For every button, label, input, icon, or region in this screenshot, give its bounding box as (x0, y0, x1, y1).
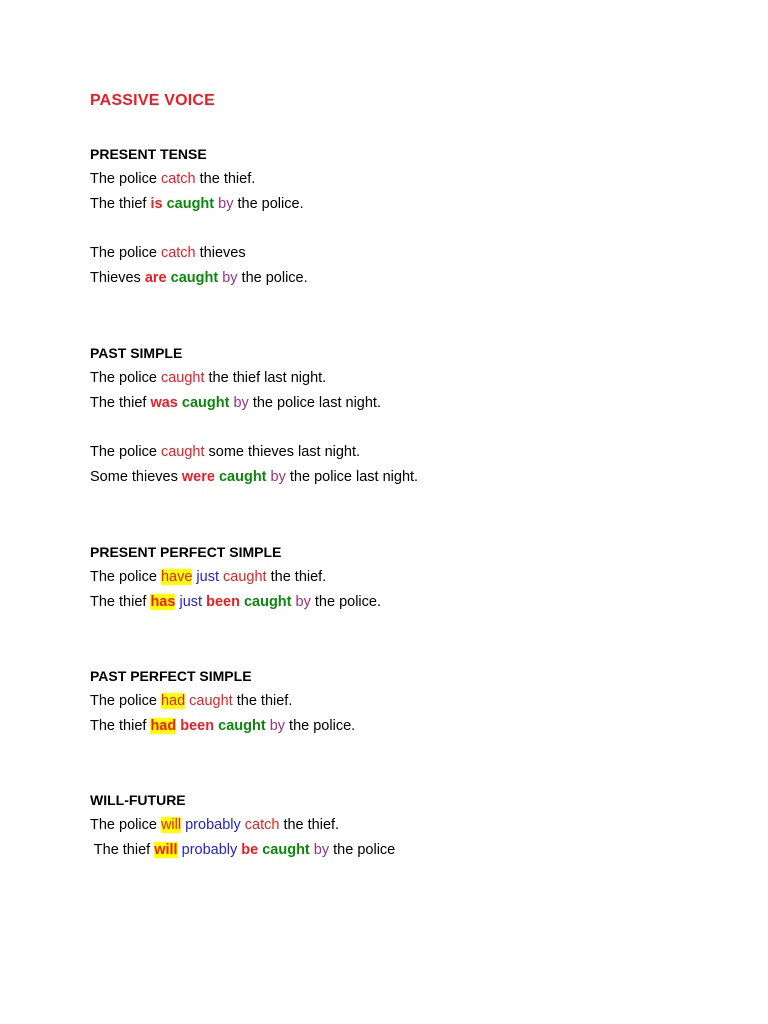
sentence-text: the thief last night. (204, 370, 327, 386)
sentence-text: the police last night. (285, 469, 419, 485)
highlighted-word: caught (223, 569, 267, 585)
highlighted-word: probably (181, 842, 238, 858)
sentence-text: Thieves (90, 270, 145, 286)
sentence-text: thieves (195, 245, 246, 261)
example-sentence (90, 444, 360, 461)
highlighted-word: has (150, 594, 176, 610)
highlighted-word: just (179, 594, 203, 610)
example-sentence (90, 469, 418, 486)
sentence-text: The police (90, 817, 161, 833)
highlighted-word: by (222, 270, 238, 286)
sentence-text: the police. (233, 196, 304, 212)
highlighted-word: were (181, 469, 215, 485)
section-heading: PRESENT PERFECT SIMPLE (90, 544, 282, 560)
sentence-text: Some thieves (90, 469, 182, 485)
sentence-text: The police (90, 569, 161, 585)
highlighted-word: been (206, 594, 240, 610)
sentence-text: The police (90, 245, 161, 261)
example-sentence (90, 245, 246, 262)
sentence-text: The thief (90, 196, 151, 212)
example-sentence (90, 569, 326, 586)
sentence-text: some thieves last night. (204, 444, 361, 460)
example-sentence (90, 270, 308, 287)
sentence-text: the police (329, 842, 396, 858)
sentence-text: The thief (90, 395, 151, 411)
section-heading: PAST PERFECT SIMPLE (90, 668, 252, 684)
highlighted-word: by (269, 718, 286, 734)
example-sentence (90, 171, 255, 188)
highlighted-word: are (144, 270, 167, 286)
highlighted-word: have (160, 569, 193, 585)
example-sentence (90, 196, 304, 213)
highlighted-word: had (160, 693, 186, 709)
sentence-text: the police last night. (248, 395, 381, 411)
sentence-text: The police (90, 370, 161, 386)
sentence-text: The police (90, 693, 161, 709)
highlighted-word: by (233, 395, 249, 411)
highlighted-word: caught (243, 594, 292, 610)
sentence-text: The thief (90, 718, 151, 734)
highlighted-word: by (270, 469, 286, 485)
sentence-text: the police. (310, 594, 381, 610)
highlighted-word: caught (218, 718, 266, 734)
example-sentence (90, 594, 381, 611)
highlighted-word: is (150, 196, 163, 212)
highlighted-word: caught (181, 395, 230, 411)
highlighted-word: caught (218, 469, 267, 485)
example-sentence (90, 718, 355, 735)
sentence-text: the thief. (266, 569, 327, 585)
highlighted-word: be (241, 842, 259, 858)
highlighted-word: by (218, 196, 234, 212)
sentence-text: The thief (90, 594, 151, 610)
highlighted-word: by (313, 842, 330, 858)
sentence-text: The police (90, 171, 161, 187)
sentence-text: the thief. (279, 817, 340, 833)
highlighted-word: catch (244, 817, 280, 833)
example-sentence (90, 370, 326, 387)
highlighted-word: been (180, 718, 215, 734)
document-title: PASSIVE VOICE (90, 92, 216, 109)
example-sentence (90, 395, 381, 412)
section-heading: PRESENT TENSE (90, 146, 207, 162)
sentence-text: The police (90, 444, 161, 460)
sentence-text: The thief (90, 842, 155, 858)
sentence-text: the police. (285, 718, 356, 734)
highlighted-word: probably (185, 817, 241, 833)
highlighted-word: caught (170, 270, 219, 286)
highlighted-word: caught (160, 444, 205, 460)
highlighted-word: was (150, 395, 178, 411)
highlighted-word: caught (189, 693, 233, 709)
sentence-text: the thief. (195, 171, 256, 187)
sentence-text: the thief. (232, 693, 293, 709)
example-sentence (90, 842, 395, 859)
highlighted-word: had (150, 718, 177, 734)
highlighted-word: caught (166, 196, 215, 212)
highlighted-word: catch (160, 171, 196, 187)
section-heading: PAST SIMPLE (90, 345, 183, 361)
section-heading: WILL-FUTURE (90, 792, 186, 808)
highlighted-word: will (160, 817, 182, 833)
highlighted-word: just (196, 569, 219, 585)
sentence-text: the police. (237, 270, 308, 286)
highlighted-word: by (295, 594, 311, 610)
highlighted-word: caught (262, 842, 310, 858)
example-sentence (90, 817, 339, 834)
highlighted-word: will (154, 842, 178, 858)
highlighted-word: caught (160, 370, 205, 386)
highlighted-word: catch (160, 245, 196, 261)
example-sentence (90, 693, 292, 710)
